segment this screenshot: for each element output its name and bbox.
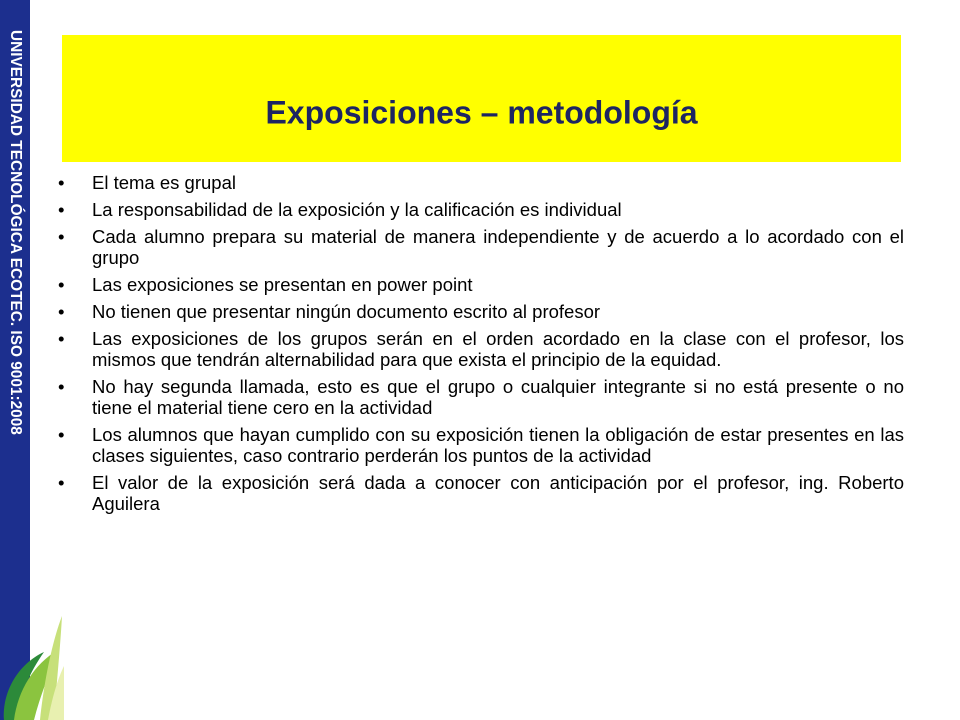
bullet-icon: • [58,199,65,220]
list-item [58,199,904,220]
bullet-icon: • [58,376,65,397]
list-item [58,376,904,418]
bullet-icon: • [58,328,65,349]
bullet-text: Las exposiciones se presentan en power point [92,274,473,295]
list-item [58,301,904,322]
bullet-text: No hay segunda llamada, esto es que el grupo o cualquier integrante si no está presente o no tiene el material tiene cero en la actividad [92,376,904,418]
bullet-text: Los alumnos que hayan cumplido con su exposición tienen la obligación de estar presentes en las clases siguientes, caso contrario perderán los puntos de la actividad [92,424,904,466]
list-item [58,424,904,466]
bullet-text: Las exposiciones de los grupos serán en el orden acordado en la clase con el profesor, los mismos que tendrán alternabilidad para que exista el principio de la equidad. [92,328,904,370]
bullet-list [58,172,904,520]
sidebar-university-label: UNIVERSIDAD TECNOLÓGICA ECOTEC. ISO 9001:2008 [7,30,24,435]
leaf-logo-icon [0,612,66,720]
list-item [58,274,904,295]
bullet-icon: • [58,472,65,493]
slide-title: Exposiciones – metodología [265,94,698,131]
bullet-icon: • [58,424,65,445]
bullet-text: El tema es grupal [92,172,236,193]
list-item [58,226,904,268]
bullet-text: El valor de la exposición será dada a conocer con anticipación por el profesor, ing. Roberto Aguilera [92,472,904,514]
bullet-text: No tienen que presentar ningún documento escrito al profesor [92,301,601,322]
list-item [58,172,904,193]
bullet-icon: • [58,274,65,295]
bullet-icon: • [58,226,65,247]
list-item [58,328,904,370]
bullet-icon: • [58,172,65,193]
list-item [58,472,904,514]
bullet-icon: • [58,301,65,322]
bullet-text: Cada alumno prepara su material de manera independiente y de acuerdo a lo acordado con el grupo [92,226,904,268]
bullet-text: La responsabilidad de la exposición y la calificación es individual [92,199,622,220]
title-banner [62,35,901,162]
